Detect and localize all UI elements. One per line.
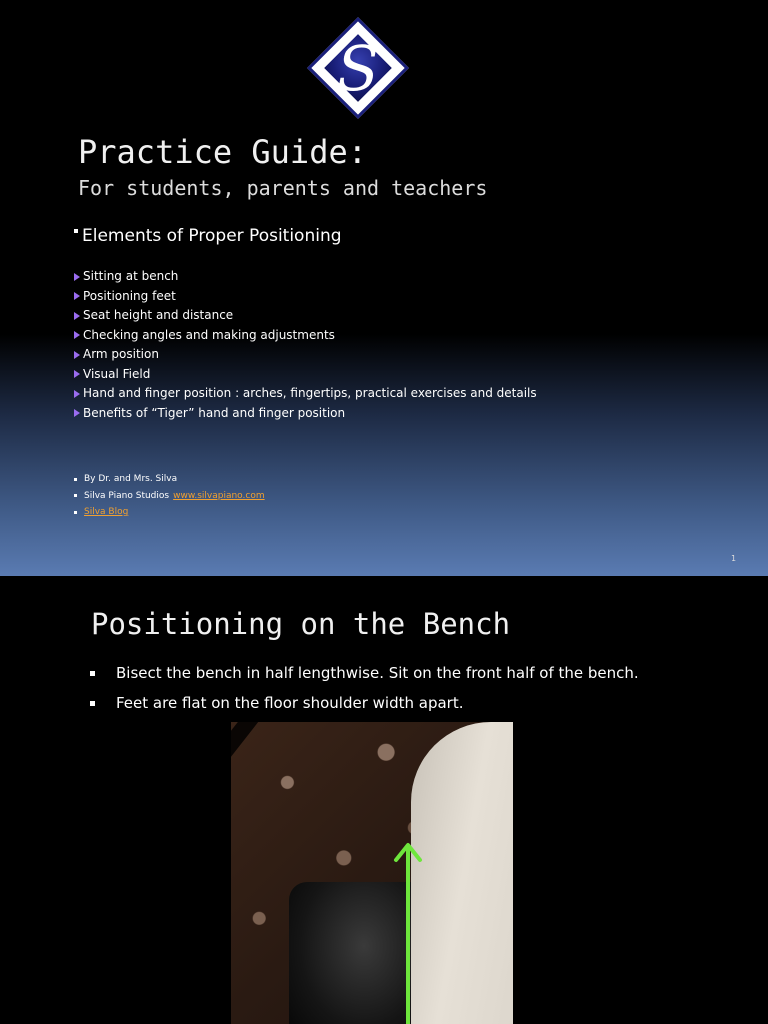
slide-2-title: Positioning on the Bench [91,607,511,641]
credits-list [74,471,265,521]
page-subtitle: For students, parents and teachers [78,176,488,200]
green-arrow-icon [391,840,425,1024]
section-heading-text: Elements of Proper Positioning [82,226,342,246]
silva-logo [307,17,409,119]
list-item: Benefits of “Tiger” hand and finger position [74,404,537,424]
logo-letter: S [336,31,380,105]
blog-link[interactable]: Silva Blog [84,507,129,517]
list-item: Visual Field [74,365,537,385]
list-item: Sitting at bench [74,267,537,287]
studio-website-link[interactable]: www.silvapiano.com [173,490,265,501]
slide-2-bullets [90,658,639,718]
list-item: Feet are flat on the floor shoulder width apart. [90,688,639,718]
credit-blog [74,504,265,521]
square-bullet-icon [74,229,78,233]
bench-photo [231,722,513,1024]
list-item: Seat height and distance [74,306,537,326]
arrow-bullet-icon [74,331,80,339]
credit-authors: By Dr. and Mrs. Silva [74,471,265,488]
arrow-bullet-icon [74,370,80,378]
square-bullet-icon [74,494,77,497]
square-bullet-icon [74,511,77,514]
arrow-bullet-icon [74,351,80,359]
list-item: Positioning feet [74,287,537,307]
credit-studio: Silva Piano Studios www.silvapiano.com [74,488,265,505]
list-item: Arm position [74,345,537,365]
page-title: Practice Guide: [78,133,367,171]
list-item: Hand and finger position : arches, fingertips, practical exercises and details [74,384,537,404]
list-item: Checking angles and making adjustments [74,326,537,346]
square-bullet-icon [90,671,95,676]
square-bullet-icon [90,701,95,706]
arrow-bullet-icon [74,273,80,281]
list-item: Bisect the bench in half lengthwise. Sit on the front half of the bench. [90,658,639,688]
arrow-bullet-icon [74,409,80,417]
arrow-bullet-icon [74,312,80,320]
slide-2 [0,576,768,1024]
arrow-bullet-icon [74,390,80,398]
page-number: 1 [731,554,737,563]
topic-list [74,267,537,423]
arrow-bullet-icon [74,292,80,300]
square-bullet-icon [74,478,77,481]
section-heading [74,226,342,246]
